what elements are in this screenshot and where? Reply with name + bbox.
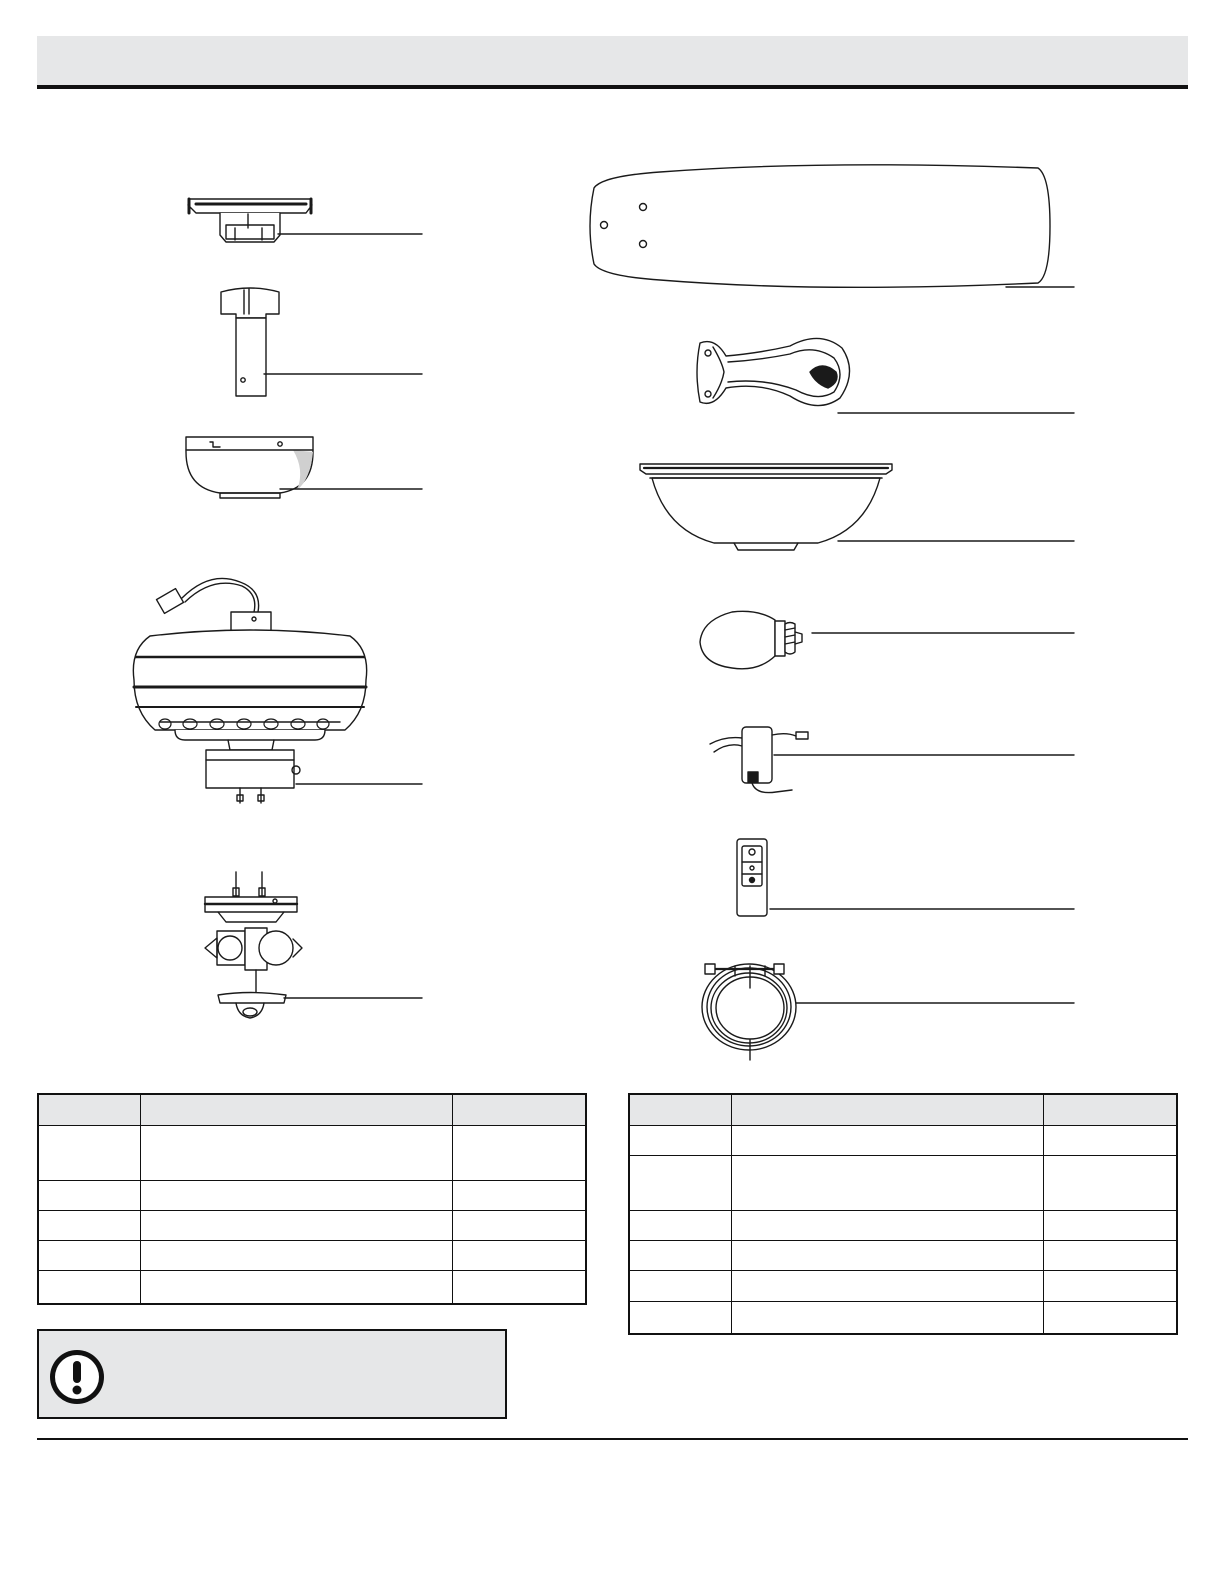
quantity-cell	[1043, 1302, 1177, 1334]
part-cell	[629, 1211, 731, 1241]
blade-illustration	[590, 165, 1050, 288]
part-cell	[629, 1241, 731, 1271]
part-cell	[629, 1271, 731, 1302]
light-bulb-illustration	[700, 611, 802, 668]
exclamation-icon	[49, 1349, 105, 1410]
quantity-cell	[1043, 1211, 1177, 1241]
notice-box	[37, 1329, 507, 1419]
footer-rule	[37, 1438, 1188, 1440]
light-kit-illustration	[205, 872, 302, 1018]
quantity-cell	[452, 1181, 586, 1211]
mounting-bracket-illustration	[188, 199, 312, 242]
description-cell	[140, 1241, 452, 1271]
remote-control-illustration	[737, 839, 767, 916]
wire-coil-illustration	[702, 964, 796, 1060]
column-header-description	[731, 1094, 1043, 1126]
table-row	[629, 1126, 1177, 1156]
table-row	[629, 1271, 1177, 1302]
description-cell	[140, 1126, 452, 1181]
part-cell	[629, 1156, 731, 1211]
part-cell	[38, 1271, 140, 1304]
glass-shade-illustration	[640, 464, 892, 550]
quantity-cell	[1043, 1241, 1177, 1271]
table-row	[38, 1181, 586, 1211]
part-cell	[629, 1302, 731, 1334]
description-cell	[140, 1271, 452, 1304]
description-cell	[140, 1181, 452, 1211]
column-header-part	[629, 1094, 731, 1126]
quantity-cell	[452, 1211, 586, 1241]
description-cell	[140, 1211, 452, 1241]
description-cell	[731, 1126, 1043, 1156]
table-row	[38, 1271, 586, 1304]
part-cell	[38, 1126, 140, 1181]
table-row	[38, 1241, 586, 1271]
table-header-row	[629, 1094, 1177, 1126]
part-cell	[38, 1211, 140, 1241]
table-row	[38, 1211, 586, 1241]
quantity-cell	[1043, 1126, 1177, 1156]
table-header-row	[38, 1094, 586, 1126]
description-cell	[731, 1302, 1043, 1334]
motor-assembly-illustration	[133, 578, 366, 803]
column-header-description	[140, 1094, 452, 1126]
quantity-cell	[1043, 1271, 1177, 1302]
description-cell	[731, 1271, 1043, 1302]
table-row	[629, 1211, 1177, 1241]
quantity-cell	[452, 1241, 586, 1271]
receiver-illustration	[710, 727, 808, 793]
table-row	[629, 1156, 1177, 1211]
downrod-illustration	[221, 288, 279, 396]
quantity-cell	[452, 1271, 586, 1304]
table-row	[38, 1126, 586, 1181]
table-row	[629, 1302, 1177, 1334]
column-header-part	[38, 1094, 140, 1126]
parts-table-right	[628, 1093, 1178, 1335]
table-row	[629, 1241, 1177, 1271]
description-cell	[731, 1211, 1043, 1241]
quantity-cell	[1043, 1156, 1177, 1211]
description-cell	[731, 1156, 1043, 1211]
part-cell	[38, 1241, 140, 1271]
blade-arm-illustration	[697, 338, 850, 405]
parts-table-left	[37, 1093, 587, 1305]
column-header-quantity	[1043, 1094, 1177, 1126]
part-cell	[629, 1126, 731, 1156]
column-header-quantity	[452, 1094, 586, 1126]
part-cell	[38, 1181, 140, 1211]
quantity-cell	[452, 1126, 586, 1181]
description-cell	[731, 1241, 1043, 1271]
